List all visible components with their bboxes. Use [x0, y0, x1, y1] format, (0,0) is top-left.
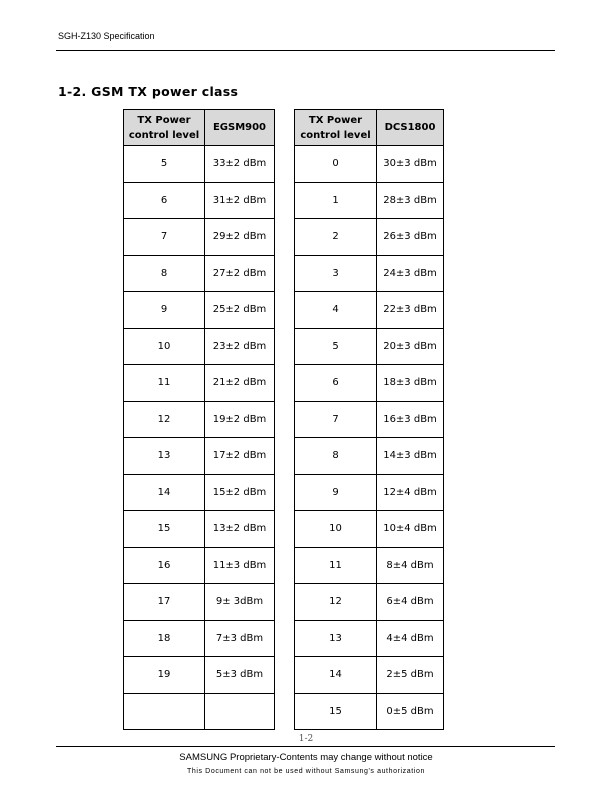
output-power-cell: 20±3 dBm: [377, 328, 444, 365]
output-power-cell: 4±4 dBm: [377, 620, 444, 657]
table-row: [124, 474, 275, 511]
table-row: [295, 547, 444, 584]
power-level-cell: 16: [124, 547, 205, 584]
output-power-cell: 25±2 dBm: [205, 292, 275, 329]
power-level-cell: 10: [124, 328, 205, 365]
power-level-cell: 9: [124, 292, 205, 329]
table-row: [295, 511, 444, 548]
dcs-table-body: [295, 146, 444, 730]
power-level-cell: 13: [124, 438, 205, 475]
table-row: [295, 255, 444, 292]
power-level-cell: 2: [295, 219, 377, 256]
output-power-cell: 10±4 dBm: [377, 511, 444, 548]
table-row: [295, 620, 444, 657]
power-level-cell: 8: [124, 255, 205, 292]
table-row: [295, 474, 444, 511]
output-power-cell: 28±3 dBm: [377, 182, 444, 219]
power-level-cell: 4: [295, 292, 377, 329]
egsm-table-body: [124, 146, 275, 730]
power-level-cell: 8: [295, 438, 377, 475]
header-title: SGH-Z130 Specification: [58, 31, 155, 41]
output-power-cell: 31±2 dBm: [205, 182, 275, 219]
power-level-cell: 18: [124, 620, 205, 657]
output-power-cell: 17±2 dBm: [205, 438, 275, 475]
table-row: [295, 657, 444, 694]
column-header-dcs1800: DCS1800: [377, 110, 444, 146]
table-row: [295, 365, 444, 402]
table-header-row: [295, 110, 444, 146]
power-level-cell: 7: [124, 219, 205, 256]
column-header-tx-power-level: TX Power control level: [295, 110, 377, 146]
section-title: 1-2. GSM TX power class: [58, 84, 239, 99]
output-power-cell: [205, 693, 275, 730]
power-level-cell: 9: [295, 474, 377, 511]
table-header-row: [124, 110, 275, 146]
power-level-cell: 15: [295, 693, 377, 730]
output-power-cell: 23±2 dBm: [205, 328, 275, 365]
output-power-cell: 24±3 dBm: [377, 255, 444, 292]
column-header-tx-power-level: TX Power control level: [124, 110, 205, 146]
output-power-cell: 30±3 dBm: [377, 146, 444, 183]
table-row: [295, 219, 444, 256]
output-power-cell: 33±2 dBm: [205, 146, 275, 183]
output-power-cell: 18±3 dBm: [377, 365, 444, 402]
output-power-cell: 19±2 dBm: [205, 401, 275, 438]
header-divider: [56, 50, 555, 51]
table-row: [124, 401, 275, 438]
power-level-cell: 12: [124, 401, 205, 438]
table-row: [295, 401, 444, 438]
table-row: [124, 693, 275, 730]
table-row: [295, 146, 444, 183]
power-level-cell: 14: [295, 657, 377, 694]
power-level-cell: 11: [295, 547, 377, 584]
table-row: [295, 693, 444, 730]
power-level-cell: 3: [295, 255, 377, 292]
output-power-cell: 0±5 dBm: [377, 693, 444, 730]
table-row: [124, 219, 275, 256]
table-row: [295, 292, 444, 329]
power-level-cell: 11: [124, 365, 205, 402]
output-power-cell: 12±4 dBm: [377, 474, 444, 511]
table-row: [124, 328, 275, 365]
table-row: [124, 511, 275, 548]
output-power-cell: 6±4 dBm: [377, 584, 444, 621]
table-row: [124, 146, 275, 183]
power-level-cell: 10: [295, 511, 377, 548]
power-level-cell: [124, 693, 205, 730]
output-power-cell: 16±3 dBm: [377, 401, 444, 438]
power-level-cell: 6: [124, 182, 205, 219]
power-level-cell: 17: [124, 584, 205, 621]
table-row: [124, 620, 275, 657]
output-power-cell: 21±2 dBm: [205, 365, 275, 402]
output-power-cell: 13±2 dBm: [205, 511, 275, 548]
power-level-cell: 5: [124, 146, 205, 183]
table-row: [124, 547, 275, 584]
output-power-cell: 7±3 dBm: [205, 620, 275, 657]
table-row: [124, 255, 275, 292]
page-number: 1-2: [298, 734, 314, 744]
output-power-cell: 22±3 dBm: [377, 292, 444, 329]
table-row: [124, 365, 275, 402]
output-power-cell: 14±3 dBm: [377, 438, 444, 475]
output-power-cell: 8±4 dBm: [377, 547, 444, 584]
footer-authorization: This Document can not be used without Samsung's authorization: [187, 768, 425, 775]
output-power-cell: 15±2 dBm: [205, 474, 275, 511]
power-level-cell: 12: [295, 584, 377, 621]
power-level-cell: 19: [124, 657, 205, 694]
output-power-cell: 5±3 dBm: [205, 657, 275, 694]
table-row: [124, 438, 275, 475]
table-row: [124, 584, 275, 621]
power-level-cell: 0: [295, 146, 377, 183]
power-level-cell: 13: [295, 620, 377, 657]
power-level-cell: 5: [295, 328, 377, 365]
power-level-cell: 14: [124, 474, 205, 511]
power-level-cell: 15: [124, 511, 205, 548]
table-row: [295, 182, 444, 219]
table-row: [295, 328, 444, 365]
power-level-cell: 6: [295, 365, 377, 402]
output-power-cell: 27±2 dBm: [205, 255, 275, 292]
output-power-cell: 11±3 dBm: [205, 547, 275, 584]
output-power-cell: 2±5 dBm: [377, 657, 444, 694]
table-row: [295, 438, 444, 475]
table-row: [124, 292, 275, 329]
table-row: [124, 182, 275, 219]
footer-divider: [56, 746, 555, 747]
output-power-cell: 9± 3dBm: [205, 584, 275, 621]
output-power-cell: 26±3 dBm: [377, 219, 444, 256]
power-level-cell: 1: [295, 182, 377, 219]
egsm900-power-table: [123, 109, 275, 730]
output-power-cell: 29±2 dBm: [205, 219, 275, 256]
footer-notice: SAMSUNG Proprietary-Contents may change without notice: [179, 752, 433, 763]
column-header-egsm900: EGSM900: [205, 110, 275, 146]
table-row: [295, 584, 444, 621]
table-row: [124, 657, 275, 694]
power-level-cell: 7: [295, 401, 377, 438]
dcs1800-power-table: [294, 109, 444, 730]
